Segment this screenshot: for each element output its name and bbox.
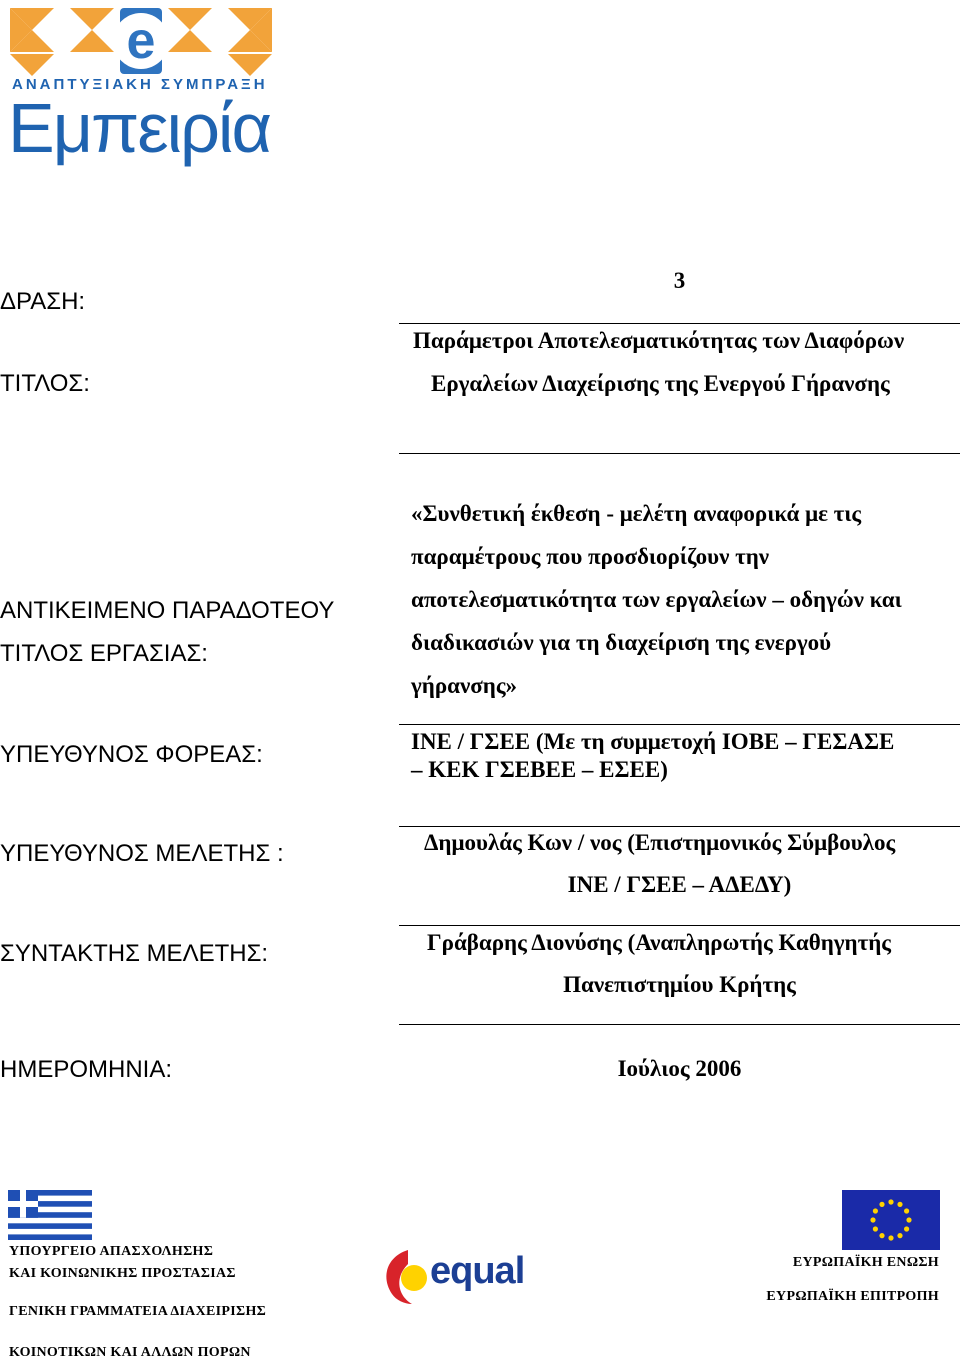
eu-flag-icon: [842, 1190, 940, 1250]
lead-value-line-2: ΙΝΕ / ΓΣΕΕ – ΑΔΕΔΥ): [567, 872, 792, 897]
date-label: ΗΜΕΡΟΜΗΝΙΑ:: [0, 1056, 173, 1083]
lead-label: ΥΠΕΥΘΥΝΟΣ ΜΕΛΕΤΗΣ :: [0, 840, 284, 867]
secretariat-line-1: ΓΕΝΙΚΗ ΓΡΑΜΜΑΤΕΙΑ ΔΙΑΧΕΙΡΙΣΗΣ: [9, 1304, 267, 1319]
secretariat-line-2: ΚΟΙΝΟΤΙΚΩΝ ΚΑΙ ΑΛΛΩΝ ΠΟΡΩΝ: [9, 1345, 251, 1360]
divider: [399, 1024, 960, 1025]
subject-label-line-1: ΑΝΤΙΚΕΙΜΕΝΟ ΠΑΡΑΔΟΤΕΟΥ: [0, 597, 335, 624]
lead-value-line-1: Δημουλάς Κων / νος (Επιστημονικός Σύμβουλος: [424, 830, 896, 855]
svg-text:e: e: [126, 12, 156, 70]
divider: [399, 453, 960, 454]
divider: [399, 925, 960, 926]
subject-value-line-2: παραμέτρους που προσδιορίζουν την: [411, 544, 770, 569]
title-value-line-2: Εργαλείων Διαχείρισης της Ενεργού Γήρανσης: [431, 371, 890, 396]
subject-value-line-3: αποτελεσματικότητα των εργαλείων – οδηγών και: [411, 587, 902, 612]
subject-value-line-1: «Συνθετική έκθεση - μελέτη αναφορικά με τις: [411, 501, 862, 526]
ministry-line-1: ΥΠΟΥΡΓΕΙΟ ΑΠΑΣΧΟΛΗΣΗΣ: [9, 1244, 214, 1259]
author-value-line-1: Γράβαρης Διονύσης (Αναπληρωτής Καθηγητής: [427, 930, 891, 955]
body-value-line-2: – ΚΕΚ ΓΣΕΒΕΕ – ΕΣΕΕ): [411, 757, 668, 782]
action-label: ΔΡΑΣΗ:: [0, 288, 86, 315]
divider: [399, 323, 960, 324]
eu-commission-label: ΕΥΡΩΠΑΪΚΗ ΕΠΙΤΡΟΠΗ: [766, 1289, 939, 1304]
divider: [399, 724, 960, 725]
equal-swirl-icon: [378, 1246, 430, 1306]
eu-union-label: ΕΥΡΩΠΑΪΚΗ ΕΝΩΣΗ: [792, 1255, 939, 1270]
subject-label-line-2: ΤΙΤΛΟΣ ΕΡΓΑΣΙΑΣ:: [0, 640, 208, 667]
ministry-line-2: ΚΑΙ ΚΟΙΝΩΝΙΚΗΣ ΠΡΟΣΤΑΣΙΑΣ: [9, 1266, 236, 1281]
body-label: ΥΠΕΥΘΥΝΟΣ ΦΟΡΕΑΣ:: [0, 741, 263, 768]
date-value: Ιούλιος 2006: [617, 1056, 742, 1081]
equal-logo: [378, 1246, 528, 1306]
title-label: ΤΙΤΛΟΣ:: [0, 370, 90, 397]
action-value: 3: [673, 268, 686, 293]
divider: [399, 826, 960, 827]
author-label: ΣΥΝΤΑΚΤΗΣ ΜΕΛΕΤΗΣ:: [0, 940, 269, 967]
logo-subtitle: ΑΝΑΠΤΥΞΙΑΚΗ ΣΥΜΠΡΑΞΗ: [12, 76, 268, 93]
logo-wordmark: Εμπειρία: [8, 89, 270, 167]
body-value-line-1: ΙΝΕ / ΓΣΕΕ (Με τη συμμετοχή ΙΟΒΕ – ΓΕΣΑΣΕ: [411, 729, 895, 754]
subject-value-line-5: γήρανσης»: [411, 673, 518, 698]
equal-wordmark: equal: [430, 1250, 525, 1292]
title-value-line-1: Παράμετροι Αποτελεσματικότητας των Διαφόρων: [413, 328, 905, 353]
greek-flag-icon: [8, 1190, 92, 1240]
author-value-line-2: Πανεπιστημίου Κρήτης: [563, 972, 796, 997]
subject-value-line-4: διαδικασιών για τη διαχείριση της ενεργού: [411, 630, 832, 655]
